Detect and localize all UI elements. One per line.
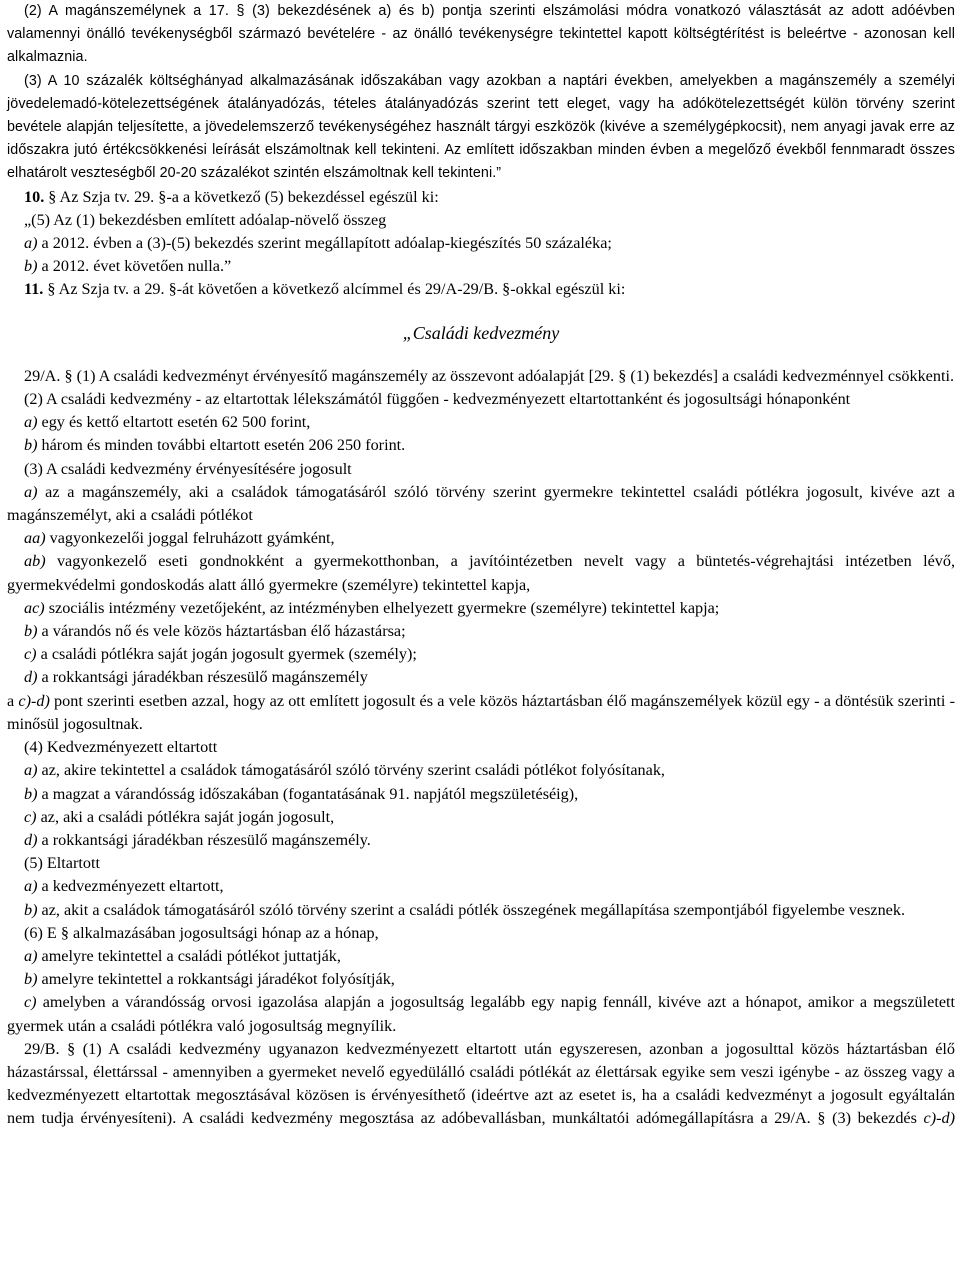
point-a xyxy=(7,232,955,255)
point-text: a kedvezményezett eltartott, xyxy=(37,877,224,896)
point-marker: a) xyxy=(24,877,38,896)
point-marker: ac) xyxy=(24,598,45,617)
point-marker: c)-d) xyxy=(18,691,50,710)
point-text: a rokkantsági járadékban részesülő magánszemély xyxy=(37,668,368,687)
paragraph-29a-3-closing xyxy=(7,690,955,736)
paragraph-29a-6: (6) E § alkalmazásában jogosultsági hónap az a hónap, xyxy=(24,923,379,942)
point-marker: a) xyxy=(24,413,38,432)
section-11 xyxy=(7,278,955,301)
point-a xyxy=(7,411,955,434)
point-marker: a) xyxy=(24,234,38,253)
closing-text: pont szerinti esetben azzal, hogy az ott említett jogosult és a vele közös háztartásban élő magánszemélyek közül egy - a döntésük szerinti - minősül jogosultnak. xyxy=(7,691,955,733)
subtitle-heading: „Családi kedvezmény xyxy=(402,322,560,343)
point-b xyxy=(7,968,955,991)
point-d xyxy=(7,666,955,689)
paragraph-29a-3: (3) A családi kedvezmény érvényesítésére jogosult xyxy=(24,459,352,478)
point-marker: d) xyxy=(24,668,38,687)
point-marker: b) xyxy=(24,970,38,989)
paragraph-29a-1: 29/A. § (1) A családi kedvezményt érvényesítő magánszemély az összevont adóalapját [29. § (1) bekezdés] a családi kedvezménnyel csökkenti. xyxy=(24,366,954,385)
paragraph-29b-1 xyxy=(7,1038,955,1131)
point-text: a családi pótlékra saját jogán jogosult gyermek (személy); xyxy=(36,645,417,664)
point-marker: b) xyxy=(24,257,38,276)
point-text: az, akire tekintettel a családok támogatásáról szóló törvény szerint családi pótlékot folyósítanak, xyxy=(37,761,665,780)
point-marker: d) xyxy=(24,830,38,849)
point-text: egy és kettő eltartott esetén 62 500 forint, xyxy=(37,413,311,432)
point-ab xyxy=(7,550,955,596)
paragraph-29a-2: (2) A családi kedvezmény - az eltartottak lélekszámától függően - kedvezményezett eltartottanként és jogosultsági hónaponként xyxy=(24,390,851,409)
point-text: a várandós nő és vele közös háztartásban élő házastársa; xyxy=(37,622,406,641)
point-b xyxy=(7,620,955,643)
point-c xyxy=(7,643,955,666)
point-a xyxy=(7,945,955,968)
point-text: amelyben a várandósság orvosi igazolása alapján a jogosultság legalább egy napig fennáll, kivéve azt a hónapot, amikor a megszületett gyermek után a családi pótlékra való jogosultság megnyílik. xyxy=(7,993,955,1035)
point-marker: c) xyxy=(24,807,37,826)
point-marker: ab) xyxy=(24,552,46,571)
paragraph-17-2: (2) A magánszemélynek a 17. § (3) bekezdésének a) és b) pontja szerinti elszámolási módra vonatkozó választását az adott adóévben valamennyi önálló tevékenységből származó bevételére - az önálló tevékenységre tekintettel kapott költségtérítést is beleértve - azonosan kell alkalmaznia. xyxy=(7,3,955,66)
point-marker: b) xyxy=(24,784,38,803)
point-marker: a) xyxy=(24,946,38,965)
point-marker: c) xyxy=(24,645,37,664)
point-marker: c) xyxy=(24,993,37,1012)
point-text: az, akit a családok támogatásáról szóló törvény szerint a családi pótlék összegének megállapítása szempontjából figyelembe vesznek. xyxy=(37,900,905,919)
point-text: az, aki a családi pótlékra saját jogán jogosult, xyxy=(36,807,335,826)
section-10 xyxy=(7,186,955,209)
point-text: a rokkantsági járadékban részesülő magánszemély. xyxy=(37,830,371,849)
point-b xyxy=(7,434,955,457)
section-text: § Az Szja tv. 29. §-a a következő (5) bekezdéssel egészül ki: xyxy=(44,187,439,206)
point-a xyxy=(7,875,955,898)
point-b xyxy=(7,783,955,806)
point-text: amelyre tekintettel a rokkantsági járadékot folyósítják, xyxy=(37,970,395,989)
point-text: három és minden további eltartott esetén 206 250 forint. xyxy=(37,436,406,455)
point-a xyxy=(7,481,955,527)
point-aa xyxy=(7,527,955,550)
section-number: 11. xyxy=(24,280,44,299)
point-c xyxy=(7,991,955,1037)
point-d xyxy=(7,829,955,852)
point-text: a 2012. évben a (3)-(5) bekezdés szerint megállapított adóalap-kiegészítés 50 százaléka; xyxy=(37,234,612,253)
point-b xyxy=(7,255,955,278)
paragraph-29a-4: (4) Kedvezményezett eltartott xyxy=(24,738,218,757)
point-text: vagyonkezelő eseti gondnokként a gyermekotthonban, a javítóintézetben nevelt vagy a büntetés-végrehajtási intézetben lévő, gyermekvédelmi gondoskodás alatt álló gyermekre (személyre) tekintettel kapja, xyxy=(7,552,955,594)
section-number: 10. xyxy=(24,187,45,206)
point-marker: b) xyxy=(24,436,38,455)
point-ac xyxy=(7,597,955,620)
paragraph-17-3: (3) A 10 százalék költséghányad alkalmazásának időszakában vagy azokban a naptári években, amelyekben a magánszemély a személyi jövedelemadó-kötelezettségének átalányadózás, tételes átalányadózás szerint tett eleget, vagy ha adókötelezettségét külön törvény szerint bevétele alapján teljesítette, a jövedelemszerző tevékenységéhez használt tárgyi eszközök (kivéve a személygépkocsit), nem anyagi javak erre az időszakra jutó értékcsökkenési leírását elszámoltnak kell tekinteni. Az említett időszakban minden évben a megelőző évekből fennmaradt összes elhatárolt veszteségből 20-20 százalékot szintén elszámoltnak kell tekinteni.” xyxy=(7,72,955,182)
point-marker: b) xyxy=(24,622,38,641)
point-marker: aa) xyxy=(24,529,46,548)
point-a xyxy=(7,759,955,782)
closing-prefix: a xyxy=(7,691,19,710)
point-marker: c)-d) xyxy=(923,1109,955,1128)
paragraph-29-5: „(5) Az (1) bekezdésben említett adóalap-növelő összeg xyxy=(24,210,387,229)
section-text: § Az Szja tv. a 29. §-át követően a következő alcímmel és 29/A-29/B. §-okkal egészül ki: xyxy=(43,280,626,299)
point-marker: a) xyxy=(24,482,38,501)
point-text: szociális intézmény vezetőjeként, az intézményben elhelyezett gyermekre (személyre) tekintettel kapja; xyxy=(44,598,720,617)
point-text: amelyre tekintettel a családi pótlékot juttatják, xyxy=(37,946,341,965)
point-c xyxy=(7,806,955,829)
point-text: vagyonkezelői joggal felruházott gyámként, xyxy=(45,529,335,548)
point-b xyxy=(7,899,955,922)
point-marker: a) xyxy=(24,761,38,780)
point-marker: b) xyxy=(24,900,38,919)
paragraph-29a-5: (5) Eltartott xyxy=(24,854,100,873)
point-text: a 2012. évet követően nulla.” xyxy=(37,257,232,276)
paragraph-text: 29/B. § (1) A családi kedvezmény ugyanazon kedvezményezett eltartott után egyszeresen, azonban a jogosulttal közös háztartásban élő házastárssal, élettárssal - amennyiben a gyermeket nevelő egyedülálló családi pótlékát az élettársak egyike sem veszi igénybe - az összeg vagy a kedvezményezett eltartottak megosztásával közösen is érvényesíthető (ideértve azt az esetet is, ha a családi kedvezményt a jogosult egyáltalán nem tudja érvényesíteni). A családi kedvezmény megosztása az adóbevallásban, munkáltatói adómegállapításra a 29/A. § (3) bekezdés xyxy=(7,1039,955,1128)
point-text: a magzat a várandósság időszakában (fogantatásának 91. napjától megszületéséig), xyxy=(37,784,579,803)
point-text: az a magánszemély, aki a családok támogatásáról szóló törvény szerint gyermekre tekintettel családi pótlékra jogosult, kivéve azt a magánszemélyt, aki a családi pótlékot xyxy=(7,482,955,525)
